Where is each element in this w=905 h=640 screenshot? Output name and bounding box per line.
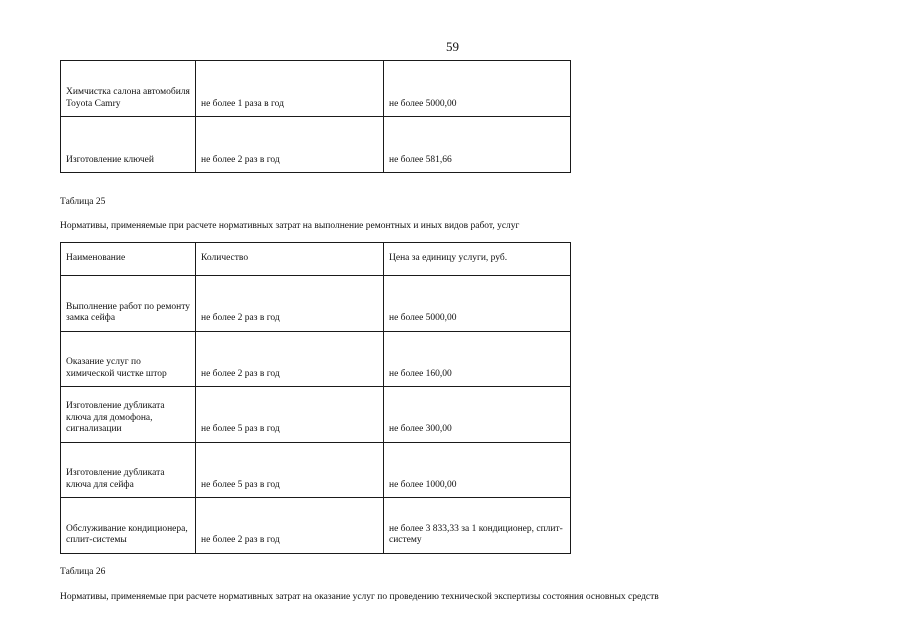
table-26-title: Нормативы, применяемые при расчете нормативных затрат на оказание услуг по проведению технической экспертизы состояния основных средств	[60, 592, 659, 602]
table-header-row	[61, 243, 571, 276]
row-name-cell: Химчистка салона автомобиля Toyota Camry	[61, 61, 196, 117]
row-price-cell: не более 5000,00	[384, 276, 571, 332]
row-name-cell: Изготовление ключей	[61, 117, 196, 173]
table-row	[61, 442, 571, 498]
table-row	[61, 276, 571, 332]
table-row	[61, 61, 571, 117]
table-26-caption: Таблица 26	[60, 567, 106, 577]
services-table-continued	[60, 60, 571, 173]
row-price-cell: не более 160,00	[384, 331, 571, 387]
header-name: Наименование	[61, 243, 196, 276]
row-quantity-cell: не более 1 раза в год	[196, 61, 384, 117]
row-quantity-cell: не более 2 раз в год	[196, 498, 384, 554]
table-row	[61, 387, 571, 443]
row-name-cell: Оказание услуг по химической чистке штор	[61, 331, 196, 387]
row-quantity-cell: не более 5 раз в год	[196, 387, 384, 443]
table-row	[61, 498, 571, 554]
row-price-cell: не более 3 833,33 за 1 кондиционер, сплит-систему	[384, 498, 571, 554]
row-name-cell: Выполнение работ по ремонту замка сейфа	[61, 276, 196, 332]
table-25-caption: Таблица 25	[60, 197, 106, 207]
page-number: 59	[446, 39, 459, 54]
row-quantity-cell: не более 2 раз в год	[196, 117, 384, 173]
row-name-cell: Изготовление дубликата ключа для домофона, сигнализации	[61, 387, 196, 443]
row-price-cell: не более 1000,00	[384, 442, 571, 498]
header-quantity: Количество	[196, 243, 384, 276]
table-row	[61, 117, 571, 173]
row-name-cell: Обслуживание кондиционера, сплит-системы	[61, 498, 196, 554]
header-price: Цена за единицу услуги, руб.	[384, 243, 571, 276]
row-name-cell: Изготовление дубликата ключа для сейфа	[61, 442, 196, 498]
row-price-cell: не более 300,00	[384, 387, 571, 443]
row-quantity-cell: не более 5 раз в год	[196, 442, 384, 498]
row-quantity-cell: не более 2 раз в год	[196, 331, 384, 387]
repair-services-table	[60, 242, 571, 554]
row-price-cell: не более 581,66	[384, 117, 571, 173]
row-quantity-cell: не более 2 раз в год	[196, 276, 384, 332]
row-price-cell: не более 5000,00	[384, 61, 571, 117]
table-row	[61, 331, 571, 387]
table-25-title: Нормативы, применяемые при расчете нормативных затрат на выполнение ремонтных и иных видов работ, услуг	[60, 221, 520, 231]
